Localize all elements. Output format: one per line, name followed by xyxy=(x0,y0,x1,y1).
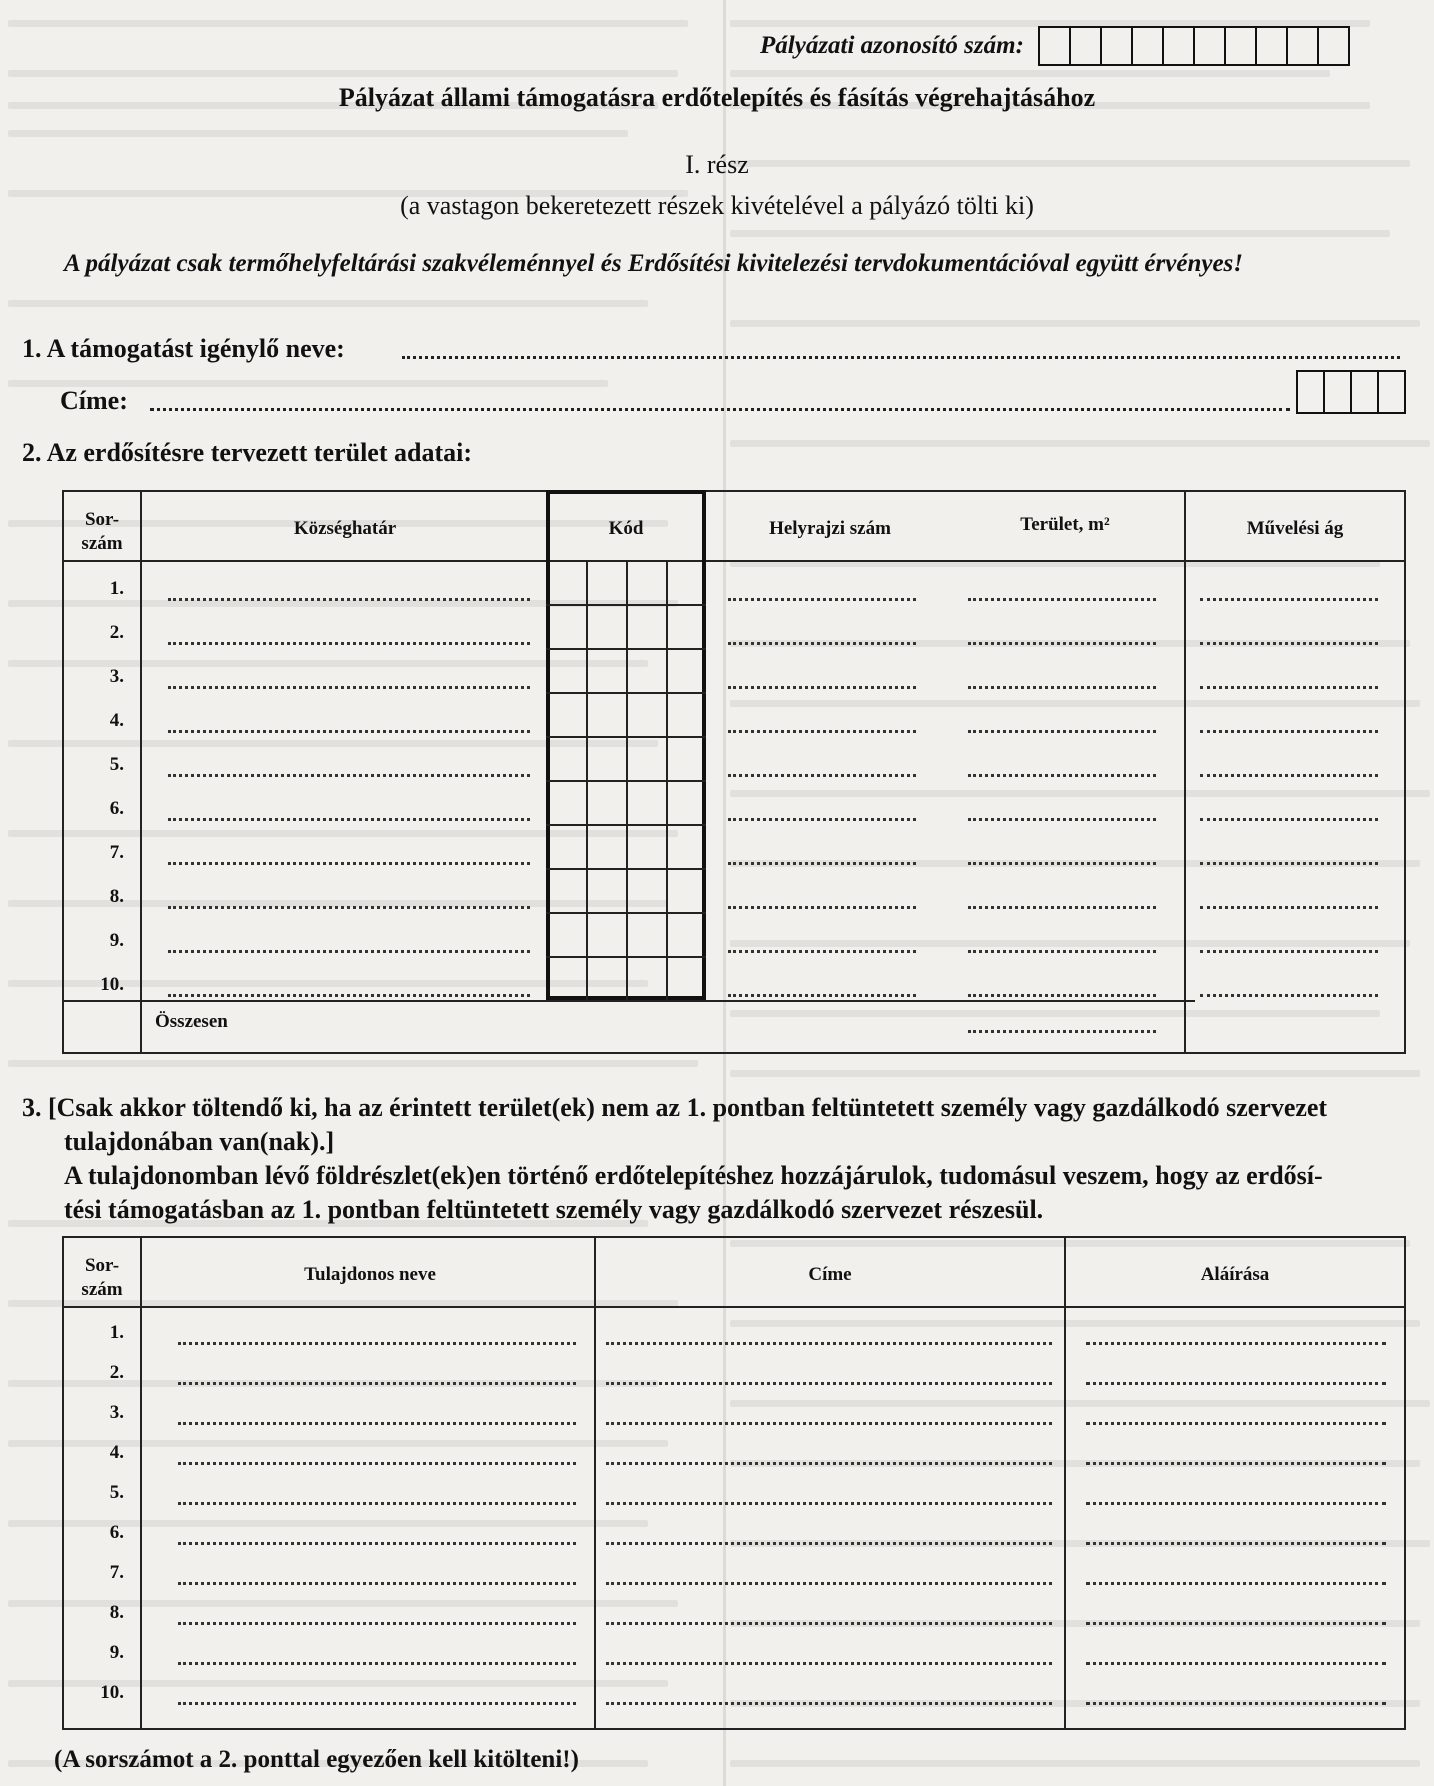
area-field[interactable] xyxy=(968,642,1156,645)
municipality-field[interactable] xyxy=(168,598,530,601)
owner-address-field[interactable] xyxy=(606,1662,1052,1665)
owner-name-field[interactable] xyxy=(178,1662,576,1665)
owner-consent-condition-cont: tulajdonában van(nak).] xyxy=(64,1127,335,1156)
municipality-field[interactable] xyxy=(168,686,530,689)
col-code-header: Kód xyxy=(608,518,644,539)
owner-address-field[interactable] xyxy=(606,1542,1052,1545)
owner-name-field[interactable] xyxy=(178,1342,576,1345)
address-code-boxes[interactable] xyxy=(1296,370,1406,414)
parcel-field[interactable] xyxy=(728,994,916,997)
applicant-address-field[interactable] xyxy=(150,408,1290,411)
cultivation-field[interactable] xyxy=(1200,818,1378,821)
municipality-field[interactable] xyxy=(168,862,530,865)
area-field[interactable] xyxy=(968,730,1156,733)
owner-consent-condition: 3. [Csak akkor töltendő ki, ha az érintett terület(ek) nem az 1. pontban feltüntetett személy vagy gazdálkodó szervezet xyxy=(22,1093,1328,1122)
code-grid-row-line xyxy=(546,824,706,826)
municipality-field[interactable] xyxy=(168,818,530,821)
owner-consent-statement-cont: tési támogatásban az 1. pontban feltüntetett személy vagy gazdálkodó szervezet részesül. xyxy=(64,1195,1044,1224)
applicant-name-field[interactable] xyxy=(402,356,1400,359)
cultivation-field[interactable] xyxy=(1200,642,1378,645)
owner-address-field[interactable] xyxy=(606,1502,1052,1505)
owner-signature-field[interactable] xyxy=(1086,1462,1386,1465)
area-field[interactable] xyxy=(968,994,1156,997)
code-grid-row-line xyxy=(546,780,706,782)
code-grid-row-line xyxy=(546,868,706,870)
owner-signature-field[interactable] xyxy=(1086,1702,1386,1705)
table-row-number: 8. xyxy=(109,886,124,907)
owner-name-field[interactable] xyxy=(178,1622,576,1625)
owner-address-field[interactable] xyxy=(606,1622,1052,1625)
cultivation-field[interactable] xyxy=(1200,598,1378,601)
owner-col-address-header: Címe xyxy=(808,1264,852,1285)
area-field[interactable] xyxy=(968,686,1156,689)
table-row-number: 1. xyxy=(109,578,124,599)
applicant-name-label: 1. A támogatást igénylő neve: xyxy=(22,334,345,363)
cultivation-field[interactable] xyxy=(1200,730,1378,733)
municipality-field[interactable] xyxy=(168,774,530,777)
table-row-number: 9. xyxy=(109,930,124,951)
owner-address-field[interactable] xyxy=(606,1382,1052,1385)
applicant-address-label: Címe: xyxy=(60,386,128,415)
owner-name-field[interactable] xyxy=(178,1422,576,1425)
owner-address-field[interactable] xyxy=(606,1422,1052,1425)
part-title: I. rész xyxy=(685,150,749,179)
municipality-field[interactable] xyxy=(168,906,530,909)
owner-address-field[interactable] xyxy=(606,1582,1052,1585)
table-row-number: 2. xyxy=(109,622,124,643)
col-municipality-header: Községhatár xyxy=(293,518,397,539)
owner-row-number: 5. xyxy=(109,1482,124,1503)
code-grid-row-line xyxy=(546,604,706,606)
municipality-field[interactable] xyxy=(168,950,530,953)
owner-row-number: 7. xyxy=(109,1562,124,1583)
municipality-field[interactable] xyxy=(168,994,530,997)
owner-consent-statement: A tulajdonomban lévő földrészlet(ek)en történő erdőtelepítéshez hozzájárulok, tudomásul veszem, hogy az erdősí- xyxy=(64,1161,1323,1190)
owner-row-number: 2. xyxy=(109,1362,124,1383)
municipality-field[interactable] xyxy=(168,730,530,733)
owner-address-field[interactable] xyxy=(606,1462,1052,1465)
owner-name-field[interactable] xyxy=(178,1502,576,1505)
table-row-number: 3. xyxy=(109,666,124,687)
owner-signature-field[interactable] xyxy=(1086,1622,1386,1625)
application-id-label: Pályázati azonosító szám: xyxy=(760,32,1024,59)
cultivation-field[interactable] xyxy=(1200,906,1378,909)
owner-signature-field[interactable] xyxy=(1086,1582,1386,1585)
owner-name-field[interactable] xyxy=(178,1542,576,1545)
owner-row-number: 9. xyxy=(109,1642,124,1663)
owner-signature-field[interactable] xyxy=(1086,1382,1386,1385)
parcel-field[interactable] xyxy=(728,686,916,689)
form-title: Pályázat állami támogatásra erdőtelepítés és fásítás végrehajtásához xyxy=(338,83,1096,112)
table-row-number: 5. xyxy=(109,754,124,775)
total-area-field[interactable] xyxy=(968,1030,1156,1033)
code-grid-row-line xyxy=(546,736,706,738)
code-grid-row-line xyxy=(546,692,706,694)
col-parcel-header: Helyrajzi szám xyxy=(769,518,891,539)
code-grid-row-line xyxy=(546,1000,706,1002)
municipality-field[interactable] xyxy=(168,642,530,645)
owner-name-field[interactable] xyxy=(178,1462,576,1465)
owner-signature-field[interactable] xyxy=(1086,1662,1386,1665)
application-id-row xyxy=(760,26,1350,66)
parcel-field[interactable] xyxy=(728,906,916,909)
col-serial-header: Sor- szám xyxy=(81,509,123,554)
table-row-number: 4. xyxy=(109,710,124,731)
code-grid-row-line xyxy=(546,648,706,650)
parcel-field[interactable] xyxy=(728,818,916,821)
table-row-number: 7. xyxy=(109,842,124,863)
parcel-field[interactable] xyxy=(728,862,916,865)
owner-address-field[interactable] xyxy=(606,1342,1052,1345)
owner-signature-field[interactable] xyxy=(1086,1422,1386,1425)
area-field[interactable] xyxy=(968,862,1156,865)
code-grid-row-line xyxy=(546,912,706,914)
serial-number-note: (A sorszámot a 2. ponttal egyezően kell kitölteni!) xyxy=(54,1746,579,1773)
owner-address-field[interactable] xyxy=(606,1702,1052,1705)
owner-name-field[interactable] xyxy=(178,1582,576,1585)
parcel-field[interactable] xyxy=(728,950,916,953)
owner-row-number: 8. xyxy=(109,1602,124,1623)
parcel-field[interactable] xyxy=(728,642,916,645)
owner-row-number: 1. xyxy=(109,1322,124,1343)
application-id-boxes[interactable] xyxy=(1038,26,1350,66)
owner-col-name-header: Tulajdonos neve xyxy=(304,1264,436,1285)
col-cultivation-header: Művelési ág xyxy=(1246,518,1344,539)
area-field[interactable] xyxy=(968,950,1156,953)
parcel-field[interactable] xyxy=(728,774,916,777)
part-subtitle: (a vastagon bekeretezett részek kivételével a pályázó tölti ki) xyxy=(400,191,1034,220)
cultivation-field[interactable] xyxy=(1200,994,1378,997)
parcel-field[interactable] xyxy=(728,730,916,733)
col-area-header: Terület, m² xyxy=(1020,514,1110,535)
total-label: Összesen xyxy=(155,1011,228,1032)
owner-signature-field[interactable] xyxy=(1086,1342,1386,1345)
table-row-number: 6. xyxy=(109,798,124,819)
validity-warning: A pályázat csak termőhelyfeltárási szakvéleménnyel és Erdősítési kivitelezési tervdokumentációval együtt érvényes! xyxy=(64,250,1243,277)
owner-signature-field[interactable] xyxy=(1086,1502,1386,1505)
cultivation-field[interactable] xyxy=(1200,862,1378,865)
area-field[interactable] xyxy=(968,818,1156,821)
area-field[interactable] xyxy=(968,774,1156,777)
table-row-number: 10. xyxy=(100,974,124,995)
owner-row-number: 6. xyxy=(109,1522,124,1543)
area-field[interactable] xyxy=(968,906,1156,909)
cultivation-field[interactable] xyxy=(1200,686,1378,689)
owner-col-serial-header: Sor- szám xyxy=(81,1255,123,1300)
owner-name-field[interactable] xyxy=(178,1702,576,1705)
owner-name-field[interactable] xyxy=(178,1382,576,1385)
area-field[interactable] xyxy=(968,598,1156,601)
cultivation-field[interactable] xyxy=(1200,950,1378,953)
owner-col-signature-header: Aláírása xyxy=(1200,1264,1270,1285)
cultivation-field[interactable] xyxy=(1200,774,1378,777)
owner-row-number: 4. xyxy=(109,1442,124,1463)
owner-row-number: 3. xyxy=(109,1402,124,1423)
parcel-field[interactable] xyxy=(728,598,916,601)
owner-row-number: 10. xyxy=(100,1682,124,1703)
area-data-label: 2. Az erdősítésre tervezett terület adatai: xyxy=(22,438,472,467)
owner-signature-field[interactable] xyxy=(1086,1542,1386,1545)
code-grid-row-line xyxy=(546,956,706,958)
